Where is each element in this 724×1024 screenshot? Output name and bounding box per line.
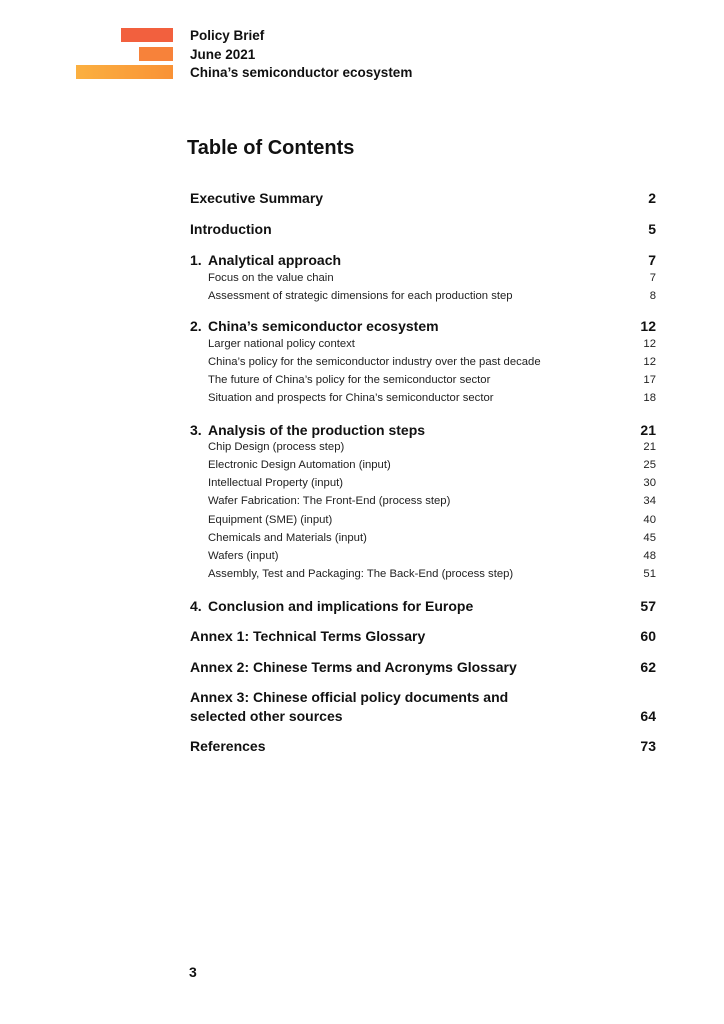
toc-subentry-label: Electronic Design Automation (input) <box>208 459 391 471</box>
toc-subentry[interactable] <box>190 338 656 350</box>
logo-bar-2 <box>139 47 173 61</box>
toc-entry-label: China’s semiconductor ecosystem <box>208 318 439 334</box>
toc-section-1[interactable] <box>190 252 656 268</box>
toc-entry-page: 7 <box>648 252 656 268</box>
toc-subentry-label: Focus on the value chain <box>208 272 334 284</box>
header-doc-type: Policy Brief <box>190 28 265 43</box>
toc-subentry-page: 21 <box>643 441 656 453</box>
toc-subentry[interactable] <box>190 290 656 302</box>
toc-subentry-label: Larger national policy context <box>208 338 355 350</box>
toc-subentry[interactable] <box>190 477 656 489</box>
header-doc-title: China’s semiconductor ecosystem <box>190 65 413 80</box>
toc-entry-page: 2 <box>648 190 656 206</box>
toc-subentry-page: 8 <box>649 290 656 302</box>
toc-entry-label: Annex 1: Technical Terms Glossary <box>190 628 426 644</box>
toc-subentry[interactable] <box>190 514 656 526</box>
toc-subentry-label: Situation and prospects for China’s semiconductor sector <box>208 392 494 404</box>
toc-entry-annex-2[interactable] <box>190 659 656 675</box>
toc-subentry[interactable] <box>190 356 656 368</box>
toc-entry-page: 21 <box>640 422 656 438</box>
toc-entry-label: Annex 3: Chinese official policy documents and <box>190 689 509 705</box>
toc-subentry[interactable] <box>190 392 656 404</box>
toc-section-number: 1. <box>190 252 202 268</box>
toc-entry-introduction[interactable] <box>190 221 656 237</box>
page-title: Table of Contents <box>187 137 355 159</box>
toc-subentry-label: Wafers (input) <box>208 550 279 562</box>
toc-subentry-page: 12 <box>643 338 656 350</box>
toc-entry-label: selected other sources <box>190 708 343 724</box>
toc-subentry-label: Intellectual Property (input) <box>208 477 344 489</box>
toc-section-number: 2. <box>190 318 202 334</box>
toc-entry-page: 57 <box>640 598 656 614</box>
toc-section-number: 4. <box>190 598 202 614</box>
header-date: June 2021 <box>190 46 256 62</box>
toc-section-3[interactable] <box>190 422 656 438</box>
toc-entry-annex-1[interactable] <box>190 628 656 644</box>
toc-subentry-page: 34 <box>643 495 656 507</box>
toc-subentry-page: 48 <box>643 550 656 562</box>
toc-entry-label: Executive Summary <box>190 190 324 206</box>
toc-entry-label: Conclusion and implications for Europe <box>208 598 474 614</box>
page-number: 3 <box>189 964 197 980</box>
toc-entry-executive-summary[interactable] <box>190 190 656 206</box>
toc-subentry-label: Wafer Fabrication: The Front-End (process step) <box>208 495 451 507</box>
document-header <box>190 27 412 83</box>
toc-subentry-label: Assembly, Test and Packaging: The Back-End (process step) <box>208 568 514 580</box>
toc-subentry-page: 45 <box>643 532 656 544</box>
toc-subentry[interactable] <box>190 374 656 386</box>
toc-subentry-page: 7 <box>649 272 656 284</box>
toc-subentry-page: 18 <box>643 392 656 404</box>
toc-entry-references[interactable] <box>190 738 656 754</box>
toc-subentry[interactable] <box>190 441 656 453</box>
toc-section-4[interactable] <box>190 598 656 614</box>
toc-subentry[interactable] <box>190 459 656 471</box>
toc-subentry-page: 12 <box>643 356 656 368</box>
toc-subentry[interactable] <box>190 272 656 284</box>
toc-entry-label: References <box>190 738 266 754</box>
toc-entry-page: 73 <box>640 738 656 754</box>
toc-section-2[interactable] <box>190 318 656 334</box>
toc-subentry-page: 25 <box>643 459 656 471</box>
toc-subentry-label: Equipment (SME) (input) <box>208 514 333 526</box>
toc-subentry-label: Chemicals and Materials (input) <box>208 532 367 544</box>
logo-bar-1 <box>121 28 173 42</box>
toc-entry-annex-3-line-1[interactable] <box>190 689 656 705</box>
logo-bar-3 <box>76 65 173 79</box>
toc-entry-label: Introduction <box>190 221 272 237</box>
toc-subentry-label: The future of China’s policy for the semiconductor sector <box>208 374 491 386</box>
toc-subentry-page: 51 <box>643 568 656 580</box>
toc-entry-label: Analysis of the production steps <box>208 422 426 438</box>
toc-entry-page: 12 <box>640 318 656 334</box>
toc-subentry-page: 30 <box>643 477 656 489</box>
toc-entry-annex-3-line-2[interactable] <box>190 708 656 724</box>
toc-subentry[interactable] <box>190 532 656 544</box>
toc-section-number: 3. <box>190 422 202 438</box>
toc-subentry-page: 17 <box>643 374 656 386</box>
toc-subentry-page: 40 <box>643 514 656 526</box>
toc-entry-label: Analytical approach <box>208 252 342 268</box>
toc-entry-page: 60 <box>640 628 656 644</box>
toc-subentry-label: Chip Design (process step) <box>208 441 345 453</box>
toc-entry-page: 62 <box>640 659 656 675</box>
toc-entry-page: 64 <box>640 708 656 724</box>
toc-subentry[interactable] <box>190 568 656 580</box>
toc-subentry[interactable] <box>190 550 656 562</box>
toc-subentry[interactable] <box>190 495 656 507</box>
toc-subentry-label: Assessment of strategic dimensions for each production step <box>208 290 513 302</box>
toc-entry-label: Annex 2: Chinese Terms and Acronyms Glossary <box>190 659 517 675</box>
toc-subentry-label: China’s policy for the semiconductor industry over the past decade <box>208 356 541 368</box>
toc-entry-page: 5 <box>648 221 656 237</box>
